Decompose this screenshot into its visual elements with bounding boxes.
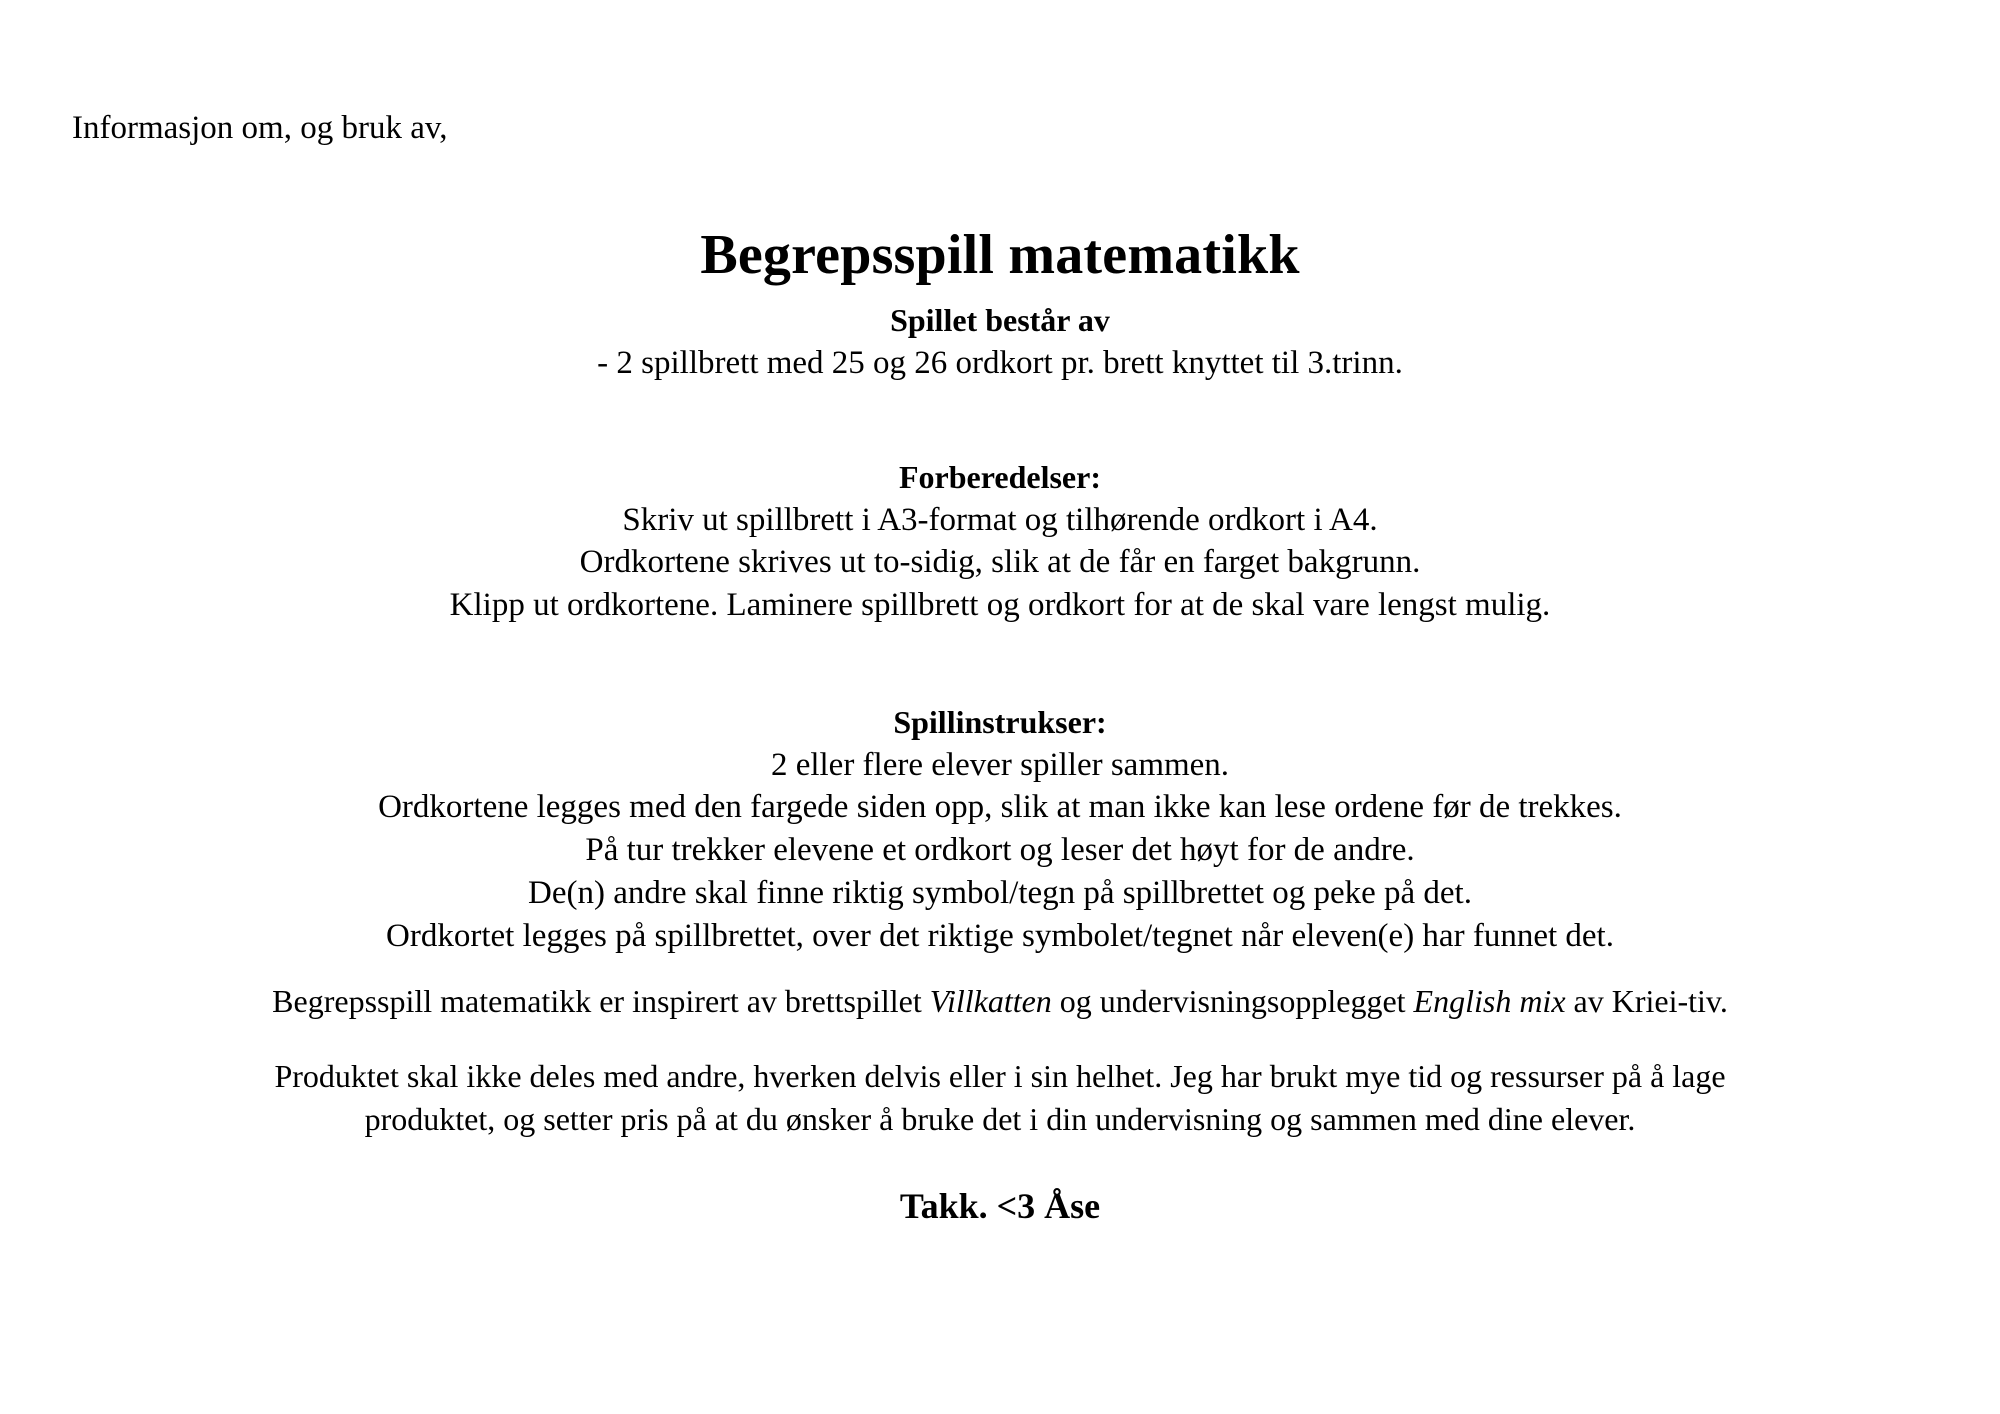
inspiration-italic-villkatten: Villkatten (929, 983, 1052, 1019)
section-contents (0, 300, 2000, 384)
inspiration-text-before: Begrepsspill matematikk er inspirert av brettspillet (272, 983, 930, 1019)
product-notice-line-1: Produktet skal ikke deles med andre, hverken delvis eller i sin helhet. Jeg har brukt mye tid og ressurser på å lage (274, 1058, 1726, 1094)
section-instructions-heading: Spillinstrukser: (893, 704, 1107, 740)
inspiration-line (0, 980, 2000, 1023)
product-notice-line-2: produktet, og setter pris på at du ønsker å bruke det i din undervisning og sammen med dine elever. (364, 1100, 1636, 1137)
section-preparations-heading: Forberedelser: (899, 459, 1101, 495)
inspiration-text-between: og undervisningsopplegget (1051, 983, 1414, 1019)
section-instructions-line-3: På tur trekker elevene et ordkort og leser det høyt for de andre. (585, 832, 1415, 869)
section-contents-line-1: - 2 spillbrett med 25 og 26 ordkort pr. brett knyttet til 3.trinn. (597, 344, 1403, 381)
sign-off: Takk. <3 Åse (899, 1186, 1101, 1226)
section-preparations-line-1: Skriv ut spillbrett i A3-format og tilhørende ordkort i A4. (622, 501, 1378, 538)
section-instructions-line-2: Ordkortene legges med den fargede siden opp, slik at man ikke kan lese ordene før de trekkes. (378, 789, 1622, 826)
inspiration-italic-english-mix: English mix (1413, 983, 1566, 1019)
intro-line: Informasjon om, og bruk av, (72, 110, 448, 146)
inspiration-text-after: av Kriei-tiv. (1565, 983, 1728, 1019)
section-instructions-line-5: Ordkortet legges på spillbrettet, over det riktige symbolet/tegnet når eleven(e) har funnet det. (386, 918, 1614, 955)
section-inspiration (0, 980, 2000, 1023)
section-instructions-line-4: De(n) andre skal finne riktig symbol/tegn på spillbrettet og peke på det. (528, 875, 1472, 912)
section-product-notice (0, 1055, 2000, 1141)
section-preparations-line-2: Ordkortene skrives ut to-sidig, slik at de får en farget bakgrunn. (579, 544, 1421, 581)
section-instructions-line-1: 2 eller flere elever spiller sammen. (770, 746, 1230, 783)
section-preparations-line-3: Klipp ut ordkortene. Laminere spillbrett og ordkort for at de skal vare lengst mulig. (449, 587, 1551, 624)
section-preparations (0, 457, 2000, 627)
section-instructions (0, 702, 2000, 958)
section-contents-heading: Spillet består av (890, 302, 1110, 338)
page-title: Begrepsspill matematikk (700, 223, 1300, 286)
